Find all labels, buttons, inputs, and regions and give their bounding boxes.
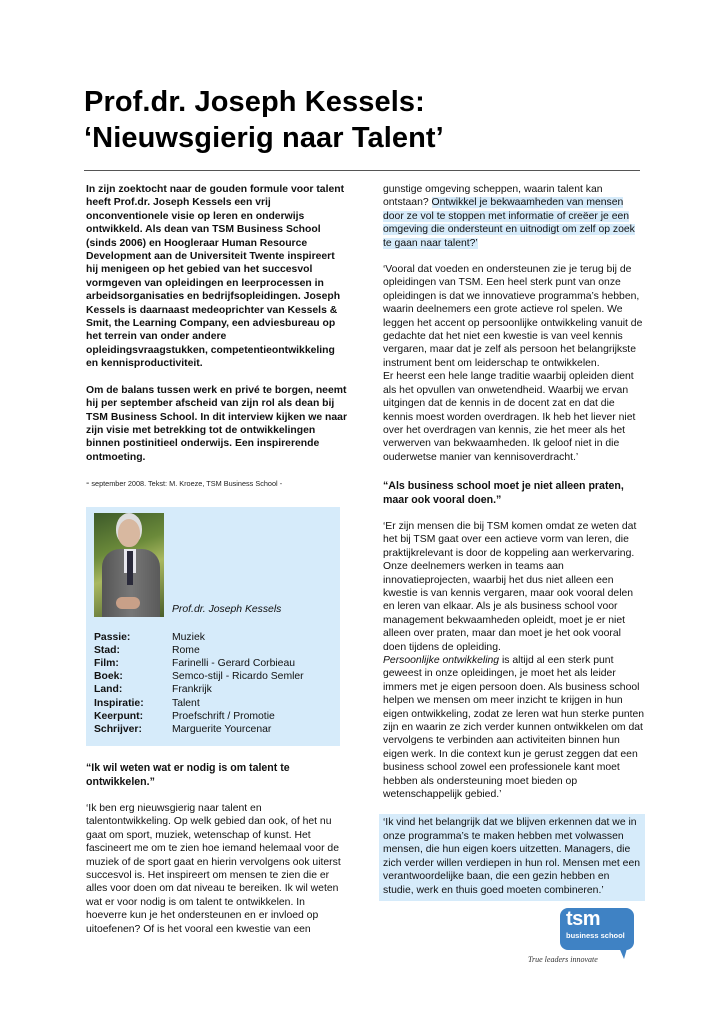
- logo-tagline: True leaders innovate: [528, 955, 598, 964]
- body-paragraph: ‘Er zijn mensen die bij TSM komen omdat ze weten dat het bij TSM gaat over een actieve vorm van leren, die praktijkrelevant is door de koppeling aan werkervaring. Onze deelnemers werken in teams aan innovatieprojecten, waarbij het dus niet alleen een kwestie is van kennis vergaren, maar ook vooral delen en leren van elkaar. Als je als business school voor management bekwaamheden opleidt, moet je er niet alleen over praten, maar dan moet je het ook vooral doen tijdens de opleiding.: [383, 520, 637, 653]
- highlighted-paragraph: ‘Ik vind het belangrijk dat we blijven erkennen dat we in onze programma’s te maken hebben met volwassen mensen, die hun eigen koers uitzetten. Managers, die zich verder willen verdiepen in hun rol. Mensen met een verantwoordelijke baan, die een gezin hebben en studie, werk en thuis goed moeten combineren.’: [379, 814, 645, 900]
- profile-box: [86, 507, 340, 747]
- fact-label: Stad:: [94, 644, 120, 656]
- fact-row: [94, 631, 304, 644]
- right-column: [383, 183, 645, 901]
- fact-value: Proefschrift / Promotie: [172, 710, 275, 722]
- fact-row: [94, 657, 304, 670]
- pull-quote-heading-right: “Als business school moet je niet alleen praten, maar ook vooral doen.”: [383, 480, 624, 506]
- photo-figure-head: [118, 519, 140, 547]
- body-text: gunstige omgeving scheppen, waarin talent kan ontstaan?: [383, 184, 603, 209]
- fact-value: Rome: [172, 644, 200, 656]
- left-column: [86, 183, 348, 936]
- pull-quote-heading-left: “Ik wil weten wat er nodig is om talent te ontwikkelen.”: [86, 762, 290, 788]
- profile-photo-row: [94, 513, 340, 617]
- photo-caption: Prof.dr. Joseph Kessels: [172, 604, 282, 616]
- credit-text: september 2008. Tekst: M. Kroeze, TSM Business School -: [89, 479, 283, 489]
- fact-value: Farinelli - Gerard Corbieau: [172, 657, 296, 669]
- fact-label: Passie:: [94, 631, 131, 643]
- fact-row: [94, 723, 304, 736]
- fact-label: Schrijver:: [94, 723, 142, 735]
- fact-label: Inspiratie:: [94, 697, 144, 709]
- fact-row: [94, 710, 304, 723]
- fact-row: [94, 644, 304, 657]
- fact-value: Talent: [172, 697, 200, 709]
- body-paragraph: ‘Ik ben erg nieuwsgierig naar talent en talentontwikkeling. Op welk gebied dan ook, of het nu gaat om sport, muziek, wetenschap of kunst. Het fascineert me om te zien hoe iemand helemaal voor de muziek of de sport gaat en hierin vervolgens ook uiterst succesvol is. Het inspireert om mensen te zien die er alles voor doen om dat niveau te bereiken. Ik wil weten wat er voor nodig is om talent te ontwikkelen. In hoeverre kun je het ondersteunen en er invloed op uitoefenen? Of is het vooral een kwestie van een: [86, 802, 341, 935]
- fact-row: [94, 670, 304, 683]
- speech-bubble-tail-icon: [618, 945, 628, 959]
- title-line-2: ‘Nieuwsgierig naar Talent’: [84, 122, 444, 154]
- body-paragraph: Er heerst een hele lange traditie waarbij opleiden dient als het opvullen van onwetendheid. Waarbij we ervan uitgingen dat de kennis in de docent zat en dat die kennis moest worden overdragen. Ik heb het liever niet over het overdragen van kennis, zie het meer als het verwerven van bekwaamheden. Ik geloof niet in die ouderwetse manier van kennisoverdracht.’: [383, 371, 636, 463]
- profile-facts-table: [94, 631, 304, 737]
- logo-speech-bubble: [560, 908, 634, 950]
- fact-value: Marguerite Yourcenar: [172, 723, 272, 735]
- italic-emphasis: Persoonlijke ontwikkeling: [383, 655, 500, 666]
- title-divider: [84, 170, 640, 171]
- fact-row: [94, 697, 304, 710]
- body-paragraph-continued: [383, 183, 645, 250]
- page-title: [84, 84, 444, 156]
- fact-value: Frankrijk: [172, 684, 212, 696]
- fact-label: Keerpunt:: [94, 710, 144, 722]
- fact-label: Land:: [94, 684, 123, 696]
- credit-dash: -: [86, 478, 90, 490]
- fact-value: Semco-stijl - Ricardo Semler: [172, 671, 304, 683]
- photo-figure-tie: [127, 551, 133, 585]
- body-text: is altijd al een sterk punt geweest in onze opleidingen, je moet het als leider immers met je eigen persoon doen. Als business school helpen we mensen om meer inzicht te krijgen in hun eigen ontwikkeling, zodat ze leren wat hun sterke punten zijn en waarin ze zich verder kunnen ontwikkelen om dat vervolgens te verbinden aan activiteiten binnen hun eigen werk. In die context kun je gerust zeggen dat een business school zowel een professionele kant moet hebben als ondersteuning moet bieden op wetenschappelijk gebied.’: [383, 655, 645, 801]
- body-paragraph: ‘Vooral dat voeden en ondersteunen zie je terug bij de opleidingen van TSM. Een heel sterk punt van onze opleidingen is dat we innovatieve programma’s hebben, waarin deelnemers een grote actieve rol spelen. We leggen het accent op persoonlijke ontwikkeling vanuit de gedachte dat het niet een kwestie is van veel kennis vergaren, maar dat je zelf als persoon het belangrijkste instrument bent om leiderschap te ontwikkelen.: [383, 264, 643, 369]
- photo-figure-hands: [116, 597, 140, 609]
- fact-label: Boek:: [94, 671, 123, 683]
- fact-row: [94, 683, 304, 696]
- highlighted-text: Ontwikkel je bekwaamheden van mensen door ze vol te stoppen met informatie of creëer je een omgeving die ondersteunt en uitnodigt om zelf op zoek te gaan naar talent?’: [383, 197, 635, 249]
- body-paragraph: [383, 654, 645, 801]
- title-line-1: Prof.dr. Joseph Kessels:: [84, 86, 425, 118]
- profile-photo: [94, 513, 164, 617]
- intro-paragraph-1: In zijn zoektocht naar de gouden formule voor talent heeft Prof.dr. Joseph Kessels een vrij onconventionele visie op leren en onderwijs ontwikkeld. Als dean van TSM Business School (sinds 2006) en Hoogleraar Human Resource Development aan de Universiteit Twente inspireert hij menigeen op het gebied van het succesvol vormgeven van opleidingen en leerprocessen in arbeidsorganisaties en bedrijfsopleidingen. Joseph Kessels is daarnaast medeoprichter van Kessels & Smit, the Learning Company, een adviesbureau op het terrein van onder andere opleidingsvraagstukken, competentieontwikkeling en kennisproductiviteit.: [86, 184, 345, 370]
- logo-subtitle: business school: [566, 931, 625, 940]
- intro-paragraph-2: Om de balans tussen werk en privé te borgen, neemt hij per september afscheid van zijn rol als dean bij TSM Business School. In dit interview kijken we naar zijn visie met betrekking tot de ontwikkelingen binnen postinitieel onderwijs. Een inspirerende ontmoeting.: [86, 384, 347, 463]
- tsm-logo: [528, 905, 638, 969]
- article-credit: [86, 477, 348, 490]
- fact-label: Film:: [94, 657, 119, 669]
- logo-brand: tsm: [566, 908, 601, 930]
- fact-value: Muziek: [172, 631, 205, 643]
